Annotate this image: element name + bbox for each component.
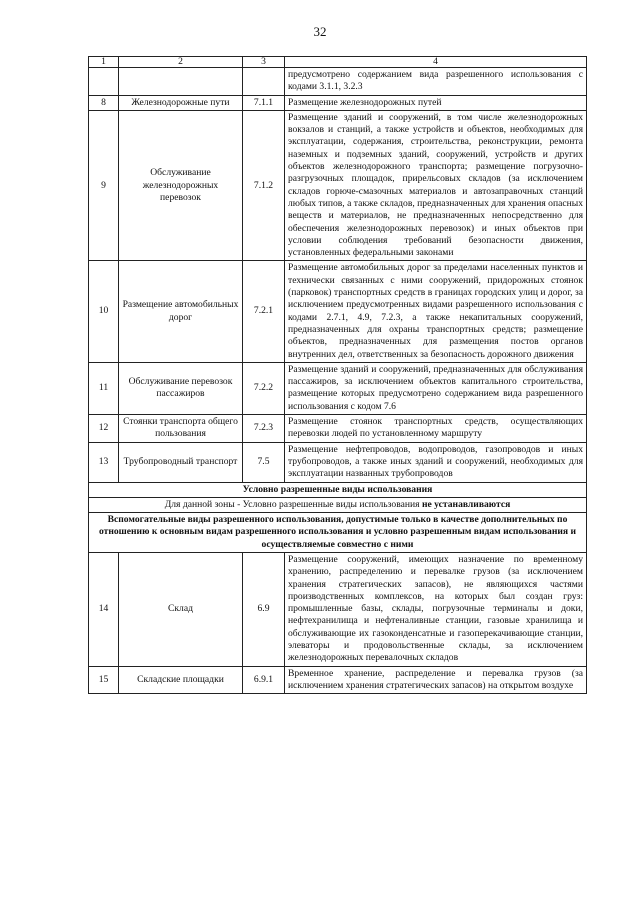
use-type-name: Обслуживание перевозок пассажиров [119, 362, 243, 414]
table-header-row [89, 57, 587, 68]
use-type-code: 6.9.1 [243, 666, 285, 694]
row-number: 10 [89, 261, 119, 362]
conditional-uses-note-text: Для данной зоны - Условно разрешенные виды использования [164, 498, 420, 510]
use-type-description: Временное хранение, распределение и перевалка грузов (за исключением хранения стратегических запасов) на открытом воздухе [285, 666, 587, 694]
use-type-name: Трубопроводный транспорт [119, 442, 243, 482]
land-use-table [88, 56, 587, 694]
use-type-description: Размещение стоянок транспортных средств, осуществляющих перевозки людей по установленному маршруту [285, 415, 587, 443]
row-number: 12 [89, 415, 119, 443]
header-cell: 3 [243, 57, 285, 68]
row-number: 15 [89, 666, 119, 694]
table-row [89, 442, 587, 482]
use-type-code: 6.9 [243, 552, 285, 666]
use-type-description: Размещение нефтепроводов, водопроводов, газопроводов и иных трубопроводов, а также иных зданий и сооружений, необходимых для эксплуатации названных трубопроводов [285, 442, 587, 482]
use-type-code: 7.1.2 [243, 110, 285, 261]
use-type-name: Склад [119, 552, 243, 666]
row-number: 13 [89, 442, 119, 482]
table-row [89, 362, 587, 414]
conditional-uses-note [89, 497, 587, 512]
use-type-name: Обслуживание железнодорожных перевозок [119, 110, 243, 261]
section-row [89, 513, 587, 553]
use-type-code [243, 68, 285, 96]
conditional-uses-heading: Условно разрешенные виды использования [89, 482, 587, 497]
row-number: 8 [89, 95, 119, 110]
use-type-description: Размещение железнодорожных путей [285, 95, 587, 110]
row-number: 9 [89, 110, 119, 261]
table-row [89, 95, 587, 110]
use-type-description: предусмотрено содержанием вида разрешенного использования с кодами 3.1.1, 3.2.3 [285, 68, 587, 96]
header-cell: 1 [89, 57, 119, 68]
table-row [89, 666, 587, 694]
row-number [89, 68, 119, 96]
use-type-description: Размещение автомобильных дорог за пределами населенных пунктов и технически связанных с ними сооружений, придорожных стоянок (парковок) транспортных средств в границах городских улиц и дорог, за исключением предусмотренных видами разрешенного использования с кодами 2.7.1, 4.9, 7.2.3, а также некапитальных сооружений, предназначенных для охраны транспортных средств; размещение объектов, предназначенных для размещения постов органов внутренних дел, ответственных за безопасность дорожного движения [285, 261, 587, 362]
use-type-name: Размещение автомобильных дорог [119, 261, 243, 362]
row-number: 11 [89, 362, 119, 414]
use-type-name: Складские площадки [119, 666, 243, 694]
use-type-code: 7.1.1 [243, 95, 285, 110]
use-type-name [119, 68, 243, 96]
use-type-description: Размещение зданий и сооружений, в том числе железнодорожных вокзалов и станций, а также устройств и объектов, необходимых для эксплуатации, содержания, строительства, реконструкции, ремонта наземных и подземных зданий, сооружений, устройств и других объектов железнодорожного транспорта; размещение погрузочно-разгрузочных площадок, прирельсовых складов (за исключением складов горюче-смазочных материалов и автозаправочных станций любых типов, а также складов, предназначенных для хранения опасных веществ и материалов, не предназначенных непосредственно для обеспечения железнодорожных перевозок) и иных объектов при условии соблюдения требований безопасности движения, установленных федеральными законами [285, 110, 587, 261]
use-type-name: Железнодорожные пути [119, 95, 243, 110]
section-row [89, 497, 587, 512]
use-type-code: 7.2.3 [243, 415, 285, 443]
use-type-code: 7.5 [243, 442, 285, 482]
use-type-name: Стоянки транспорта общего пользования [119, 415, 243, 443]
table-row [89, 68, 587, 96]
row-number: 14 [89, 552, 119, 666]
page-number: 32 [313, 24, 327, 39]
section-row [89, 482, 587, 497]
table-row [89, 261, 587, 362]
header-cell: 4 [285, 57, 587, 68]
use-type-code: 7.2.2 [243, 362, 285, 414]
table-row [89, 552, 587, 666]
use-type-description: Размещение сооружений, имеющих назначение по временному хранению, распределению и перевалке грузов (за исключением хранения стратегических запасов), не являющихся частями производственных комплексов, на которых был создан груз: промышленные базы, склады, погрузочные терминалы и доки, нефтехранилища и нефтеналивные станции, газовые хранилища и обслуживающие их газоконденсатные и газоперекачивающие станции, элеваторы и продовольственные склады, за исключением железнодорожных перевалочных складов [285, 552, 587, 666]
conditional-uses-note-emphasis: не устанавливаются [421, 498, 511, 510]
table-row [89, 415, 587, 443]
auxiliary-uses-heading: Вспомогательные виды разрешенного использования, допустимые только в качестве дополнительных по отношению к основным видам разрешенного использования и условно разрешенным видам использования и осуществляемые совместно с ними [89, 513, 587, 553]
use-type-code: 7.2.1 [243, 261, 285, 362]
header-cell: 2 [119, 57, 243, 68]
use-type-description: Размещение зданий и сооружений, предназначенных для обслуживания пассажиров, за исключением объектов капитального строительства, размещение которых предусмотрено содержанием вида разрешенного использования с кодом 7.6 [285, 362, 587, 414]
table-row [89, 110, 587, 261]
